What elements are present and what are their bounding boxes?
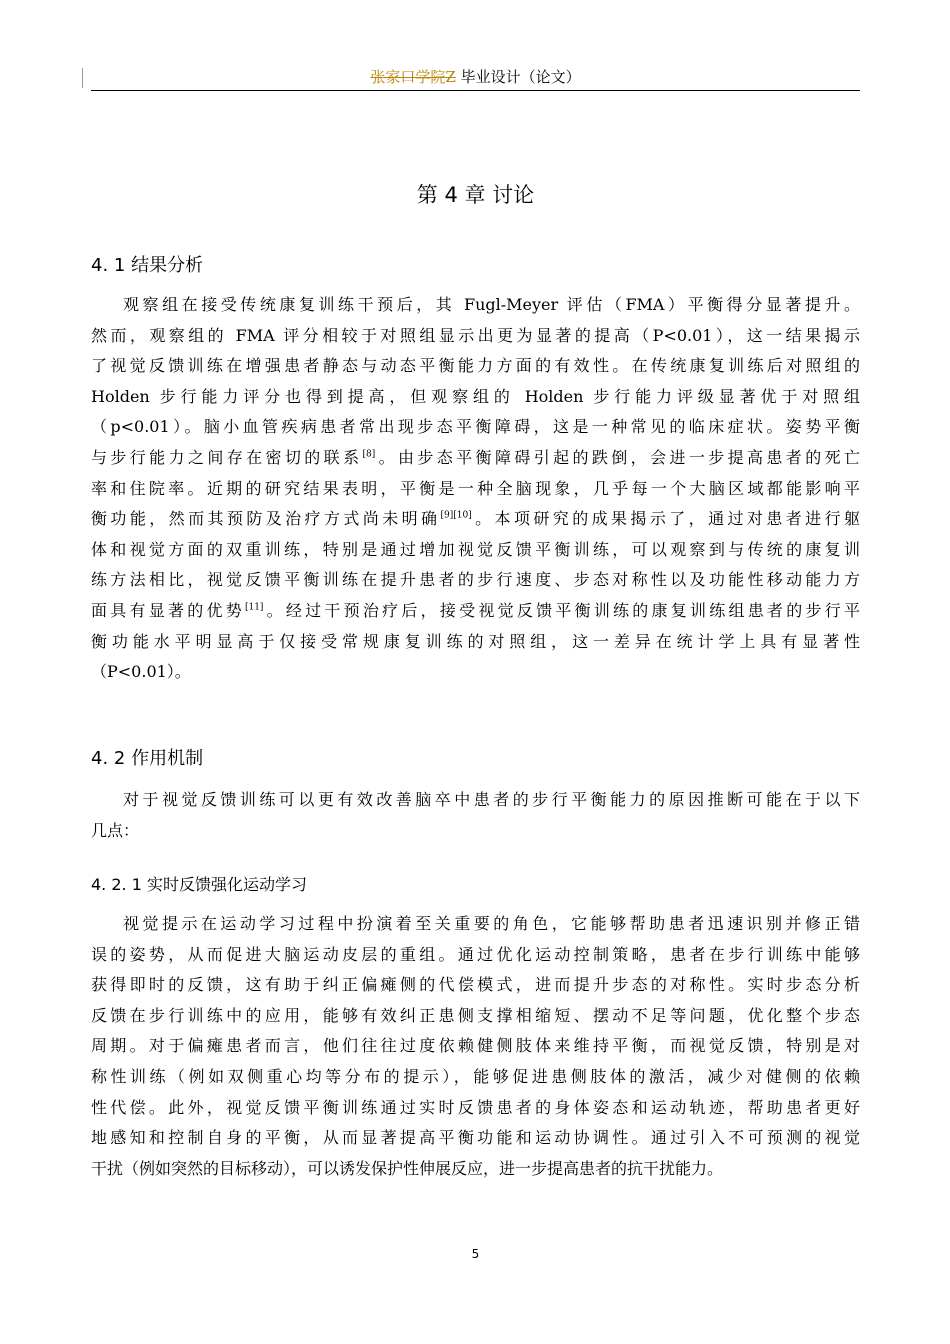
text-line: 反馈在步行训练中的应用，能够有效纠正患侧支撑相缩短、摆动不足等问题，优化整个步态: [91, 1005, 860, 1025]
text-line: 体和视觉方面的双重训练，特别是通过增加视觉反馈平衡训练，可以观察到与传统的康复训: [91, 539, 860, 559]
citation-ref: [11]: [244, 602, 264, 613]
text-line: 地感知和控制自身的平衡，从而显著提高平衡功能和运动协调性。通过引入不可预测的视觉: [91, 1128, 860, 1148]
text-line: [91, 443, 860, 474]
text-line: 获得即时的反馈，这有助于纠正偏瘫侧的代偿模式，进而提升步态的对称性。实时步态分析: [91, 975, 860, 995]
text-fragment: 面具有显著的优势: [91, 600, 245, 620]
chapter-title: 第 4 章 讨论: [416, 183, 535, 207]
text-fragment: 。经过干预治疗后，接受视觉反馈平衡训练的康复训练组患者的步行平: [263, 600, 860, 620]
section-heading-4-2: 4. 2 作用机制: [91, 748, 204, 769]
text-line: （p<0.01）。脑小血管疾病患者常出现步态平衡障碍，这是一种常见的临床症状。姿势平衡: [91, 417, 860, 437]
text-line: 几点：: [91, 820, 140, 840]
section-heading-4-2-1: 4. 2. 1 实时反馈强化运动学习: [91, 875, 307, 894]
header-rule: [91, 90, 860, 91]
text-line: [91, 504, 860, 535]
text-fragment: 衡功能，然而其预防及治疗方式尚未明确: [91, 509, 441, 529]
text-line: 误的姿势，从而促进大脑运动皮层的重组。通过优化运动控制策略，患者在步行训练中能够: [91, 944, 860, 964]
text-line: 干扰（例如突然的目标移动），可以诱发保护性伸展反应，进一步提高患者的抗干扰能力。: [91, 1158, 724, 1178]
text-fragment: 。由步态平衡障碍引起的跌倒，会进一步提高患者的死亡: [375, 447, 860, 467]
text-line: 性代偿。此外，视觉反馈平衡训练通过实时反馈患者的身体姿态和运动轨迹，帮助患者更好: [91, 1097, 860, 1117]
header-suffix: Z: [445, 68, 456, 86]
header-school-name: 张家口学院: [370, 68, 446, 86]
text-line: 周期。对于偏瘫患者而言，他们往往过度依赖健侧肢体来维持平衡，而视觉反馈，特别是对: [91, 1036, 860, 1056]
header-title: 毕业设计（论文）: [460, 68, 581, 86]
text-line: 对于视觉反馈训练可以更有效改善脑卒中患者的步行平衡能力的原因推断可能在于以下: [123, 790, 860, 809]
page-number: 5: [471, 1247, 480, 1261]
margin-corner-mark: [82, 68, 83, 88]
text-line: （P<0.01）。: [91, 662, 191, 682]
text-line: Holden 步行能力评分也得到提高，但观察组的 Holden 步行能力评级显著优于对照组: [91, 386, 860, 406]
text-line: 率和住院率。近期的研究结果表明，平衡是一种全脑现象，几乎每一个大脑区域都能影响平: [91, 478, 860, 498]
citation-ref: [8]: [362, 449, 376, 460]
text-line: 衡功能水平明显高于仅接受常规康复训练的对照组，这一差异在统计学上具有显著性: [91, 631, 860, 651]
text-line: 视觉提示在运动学习过程中扮演着至关重要的角色，它能够帮助患者迅速识别并修正错: [123, 914, 860, 933]
text-line: 了视觉反馈训练在增强患者静态与动态平衡能力方面的有效性。在传统康复训练后对照组的: [91, 356, 860, 376]
citation-ref: [10]: [453, 510, 472, 521]
text-line: 练方法相比，视觉反馈平衡训练在提升患者的步行速度、步态对称性以及功能性移动能力方: [91, 570, 860, 590]
text-fragment: 与步行能力之间存在密切的联系: [91, 447, 363, 467]
text-line: 观察组在接受传统康复训练干预后，其 Fugl-Meyer 评估（FMA）平衡得分显著提升。: [123, 295, 860, 314]
text-line: 然而，观察组的 FMA 评分相较于对照组显示出更为显著的提高（P<0.01），这一结果揭示: [91, 325, 860, 345]
citation-ref: [9]: [440, 510, 454, 521]
paragraph-mechanism-intro: [91, 785, 860, 846]
section-heading-4-1: 4. 1 结果分析: [91, 255, 204, 276]
text-line: 称性训练（例如双侧重心均等分布的提示），能够促进患侧肢体的激活，减少对健侧的依赖: [91, 1066, 860, 1086]
paragraph-realtime-feedback: [91, 909, 860, 1184]
text-fragment: 。本项研究的成果揭示了，通过对患者进行躯: [471, 509, 860, 529]
paragraph-results: [91, 290, 860, 688]
text-line: [91, 596, 860, 627]
page-header: [91, 66, 860, 90]
